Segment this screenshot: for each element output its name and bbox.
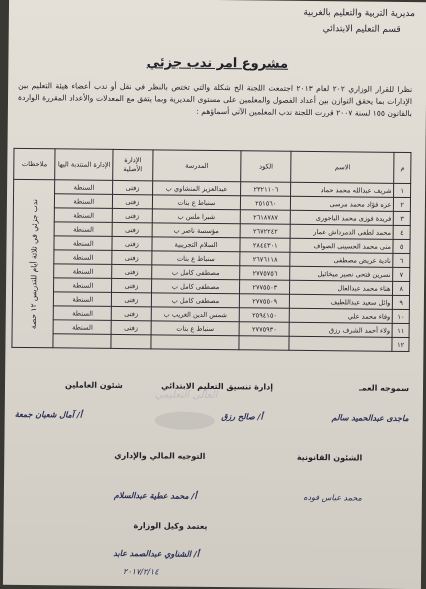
letterhead [303,5,415,38]
cell-code: ٢٧٧٥٩٣٠ [240,322,290,337]
legal-affairs-label: الشئون القانونية [296,452,363,463]
cell-name: نادية عريض مصطفى [290,252,394,267]
cell-code: ٢٨٤٤٣٠١ [240,238,290,253]
cell-num: ١ [394,183,411,197]
cell-school: مؤسسة ناصر ب [152,223,241,238]
cell-admin-from: زفتى [113,208,152,222]
signature-2: أ/ صالح رزق [221,412,263,422]
primary-admin-label: إدارة تنسيق التعليم الابتدائي [161,381,274,392]
cell-code: ٢٦٧٢٢٤٢ [241,224,291,239]
approval-date: ٢٠١٧/٢/١٤ [123,567,159,577]
cell-code: ٢٧٧٥٥٠٩ [240,294,290,309]
deputy-approval: يعتمد وكيل الوزارة [133,521,208,531]
col-school: المدرسة [152,150,241,182]
cell-num: ٥ [393,239,410,253]
cell-num: ٣ [394,211,411,225]
cell-name: وفاء محمد علي [289,308,393,323]
cell-name: ولاء أحمد الشرف رزق [289,322,393,337]
cell-admin-from: زفتى [113,180,152,194]
directorate-name: مديرية التربية والتعليم بالغربية [303,7,415,20]
cell-admin-to: السنطة [55,180,113,195]
cell-code [239,336,289,351]
cell-num: ٢ [394,197,411,211]
cell-code: ٢٣٢١١٠٦ [241,182,291,197]
document-page [3,0,426,589]
deputy-signature: أ/ الشناوي عبدالصمد عابد [113,548,200,559]
cell-name [289,336,393,351]
cell-num: ٤ [394,225,411,239]
cell-admin-from: زفتى [112,264,151,278]
col-notes: ملاحظات [14,148,56,179]
cell-school: شمس الدين الغريب ب [151,307,240,322]
cell-admin-from: زفتى [112,236,151,250]
cell-code: ٢٦٧٦١١٨ [240,252,290,267]
cell-admin-from [111,334,150,348]
notes-cell: ندب جزئي في ثلاثة أيام للتدريس ١٢ حصة [12,179,55,347]
cell-school [150,335,239,350]
col-admin-from: الإدارة الأصلية [113,149,153,180]
cell-code: ٢٧٧٥٥٠٣ [240,280,290,295]
cell-school: سنباط ع بنات [151,251,240,266]
cell-num: ٦ [393,253,410,267]
cell-admin-from: زفتى [113,194,152,208]
cell-admin-to: السنطة [54,236,112,251]
cell-name: منى محمد الحسينى الصواف [290,238,394,253]
cell-school: مصطفى كامل ب [151,293,240,308]
cell-admin-from: زفتى [111,320,150,334]
cell-school: سنباط ع بنات [151,321,240,336]
cell-admin-to: السنطة [54,278,112,293]
cell-admin-to: السنطة [55,194,113,209]
intro-paragraph: نظرا للقرار الوزاري ٢٠٢ لعام ٢٠١٣ اجتمعت اللجنة الخ شكلة والتي تختص بالنظر في نقل أو ندب أعضاء هيئة التعليم بين الإدارات بما يحقق التوازن بين أعداد الفصول والمعلمين على مستوى المديرية وبما يتفق مع المعدلات والأعداد المقررة الواردة بالقانون ١٥٥ لسنة ٢٠٠٧ قررت اللجنة ندب المعلمين الآتي أسماؤهم : [17,80,413,119]
cell-code: ٢٥١٥٦٠ [241,196,291,211]
financial-admin-label: التوجيه المالي والإداري [114,450,206,461]
cell-num: ١١ [393,323,410,337]
cell-admin-to: السنطة [53,320,111,335]
cell-school: شبرا ملس ب [152,209,241,224]
col-num: م [394,152,411,183]
cell-name: فريدة فوزى محمد الباجورى [290,210,394,225]
cell-name: وائل سعيد عبداللطيف [289,294,393,309]
cell-admin-from: زفتى [112,250,151,264]
cell-admin-from: زفتى [112,292,151,306]
cell-name: نسرين فتحى نصير ميخائيل [290,266,394,281]
col-admin-to: الإدارة المنتدبة اليها [55,149,113,181]
staff-table [11,148,411,352]
section-name: قسم التعليم الابتدائي [322,24,401,35]
cell-name: محمد لطفى الدمرداش عمار [290,224,394,239]
cell-num: ١٠ [393,309,410,323]
cell-school: مصطفى كامل ب [151,265,240,280]
cell-name: هناء محمد عبدالعال [290,280,394,295]
financial-signature: أ/ محمد عطية عبدالسلام [113,490,197,501]
cell-num: ٨ [393,281,410,295]
cell-school: سنباط ع بنات [152,195,241,210]
cell-school: مصطفى كامل ب [151,279,240,294]
cell-num: ٧ [393,267,410,281]
cell-admin-to: السنطة [55,208,113,223]
cell-name: عزه فؤاد محمد مرسى [290,196,394,211]
signature-3: أ/ آمال شعبان جمعة [14,409,83,420]
cell-num: ١٢ [392,337,409,351]
cell-admin-to: السنطة [54,264,112,279]
cell-code: ٢٧٧٥٧٥٦ [240,266,290,281]
cell-name: شريف عبدالله محمد حماد [291,182,395,197]
cell-school: السلام التجريبية [152,237,241,252]
col-code: الكود [241,151,291,183]
legal-signature: محمد عباس فوده [303,492,362,503]
committee-label: سموجه العمـ [358,383,410,394]
cell-admin-to: السنطة [54,306,112,321]
cell-school: عبدالعزيز المنشاوي ب [152,181,241,196]
watermark: الغالي التعليمي [154,389,218,402]
cell-code: ٢٥٩٤١٥٠ [240,308,290,323]
cell-admin-from: زفتى [111,306,150,320]
cell-admin-to: السنطة [54,292,112,307]
cell-admin-from: زفتى [112,222,151,236]
signature-scribble [155,411,215,430]
cell-admin-to [53,334,111,349]
workers-affairs-label: شئون العاملين [64,380,123,391]
table-row [12,333,409,351]
cell-admin-to: السنطة [54,222,112,237]
document-title: مشروع امر ندب جزئي [146,55,289,72]
cell-admin-from: زفتى [112,278,151,292]
cell-code: ٢٦١٨٧٨٧ [241,210,291,225]
col-name: الاسم [291,151,395,183]
table-header-row [14,148,411,183]
signature-1: ماجدى عبدالحميد سالم [331,413,409,424]
cell-num: ٩ [393,295,410,309]
cell-admin-to: السنطة [54,250,112,265]
